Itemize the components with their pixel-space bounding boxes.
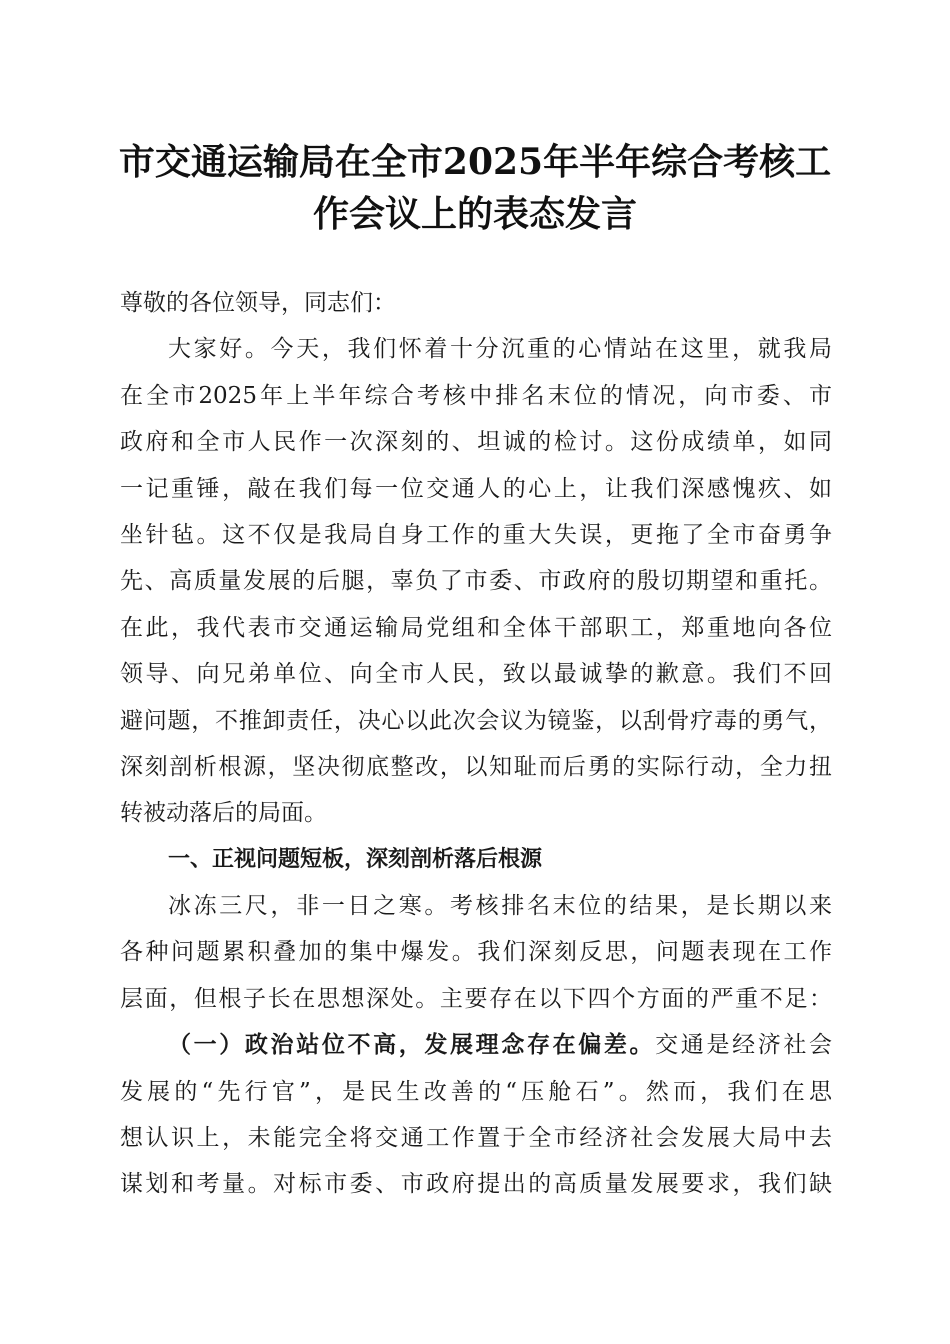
salutation: 尊敬的各位领导，同志们： bbox=[120, 290, 396, 316]
paragraph-line: 先、高质量发展的后腿，辜负了市委、市政府的殷切期望和重托。 bbox=[120, 568, 832, 595]
paragraph-line: 在此，我代表市交通运输局党组和全体干部职工，郑重地向各位 bbox=[120, 614, 832, 641]
paragraph-line: 转被动落后的局面。 bbox=[120, 800, 327, 827]
subheading-rest: 交通是经济社会 bbox=[655, 1032, 833, 1059]
paragraph-line: 发展的“先行官”，是民生改善的“压舱石”。然而，我们在思 bbox=[120, 1078, 832, 1105]
paragraph-line: 层面，但根子长在思想深处。主要存在以下四个方面的严重不足： bbox=[120, 985, 832, 1012]
paragraph-line: 谋划和考量。对标市委、市政府提出的高质量发展要求，我们缺 bbox=[120, 1171, 832, 1198]
title-line: 市交通运输局在全市2025年半年综合考核工 bbox=[118, 141, 832, 183]
paragraph-line: 避问题，不推卸责任，决心以此次会议为镜鉴，以刮骨疗毒的勇气， bbox=[120, 707, 832, 734]
paragraph-line: 在全市2025年上半年综合考核中排名末位的情况，向市委、市 bbox=[120, 382, 832, 409]
paragraph-line: 一记重锤，敲在我们每一位交通人的心上，让我们深感愧疚、如 bbox=[120, 475, 832, 502]
paragraph-line: 各种问题累积叠加的集中爆发。我们深刻反思，问题表现在工作 bbox=[120, 939, 832, 966]
paragraph-line: 冰冻三尺，非一日之寒。考核排名末位的结果，是长期以来 bbox=[168, 893, 832, 920]
paragraph-line: 坐针毡。这不仅是我局自身工作的重大失误，更拖了全市奋勇争 bbox=[120, 521, 832, 548]
subheading-line bbox=[120, 1022, 832, 1068]
paragraph-line: 大家好。今天，我们怀着十分沉重的心情站在这里，就我局 bbox=[168, 336, 832, 363]
paragraph-line: 想认识上，未能完全将交通工作置于全市经济社会发展大局中去 bbox=[120, 1125, 832, 1152]
subheading: （一）政治站位不高，发展理念存在偏差。 bbox=[168, 1031, 656, 1059]
title-line: 作会议上的表态发言 bbox=[312, 193, 637, 235]
paragraph-line: 政府和全市人民作一次深刻的、坦诚的检讨。这份成绩单，如同 bbox=[120, 429, 832, 456]
section-heading: 一、正视问题短板，深刻剖析落后根源 bbox=[168, 846, 543, 872]
paragraph-line: 深刻剖析根源，坚决彻底整改，以知耻而后勇的实际行动，全力扭 bbox=[120, 753, 832, 780]
document-title bbox=[100, 136, 850, 240]
paragraph-line: 领导、向兄弟单位、向全市人民，致以最诚挚的歉意。我们不回 bbox=[120, 661, 832, 688]
document-body bbox=[120, 280, 832, 1208]
